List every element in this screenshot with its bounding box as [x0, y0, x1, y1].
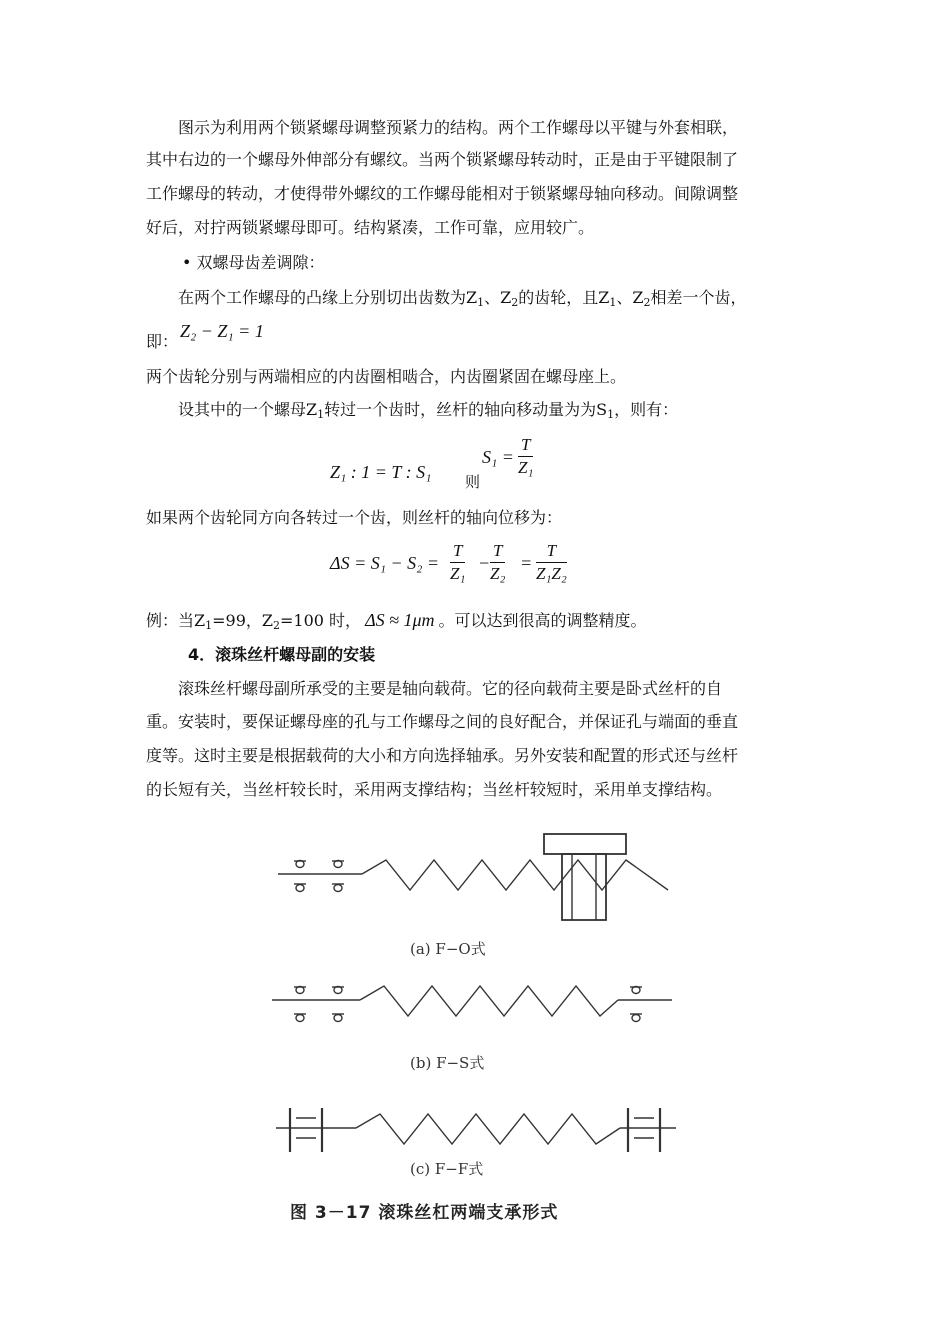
subscript: 1: [205, 619, 213, 632]
caption-a: (a) F−O式: [410, 940, 486, 958]
minus-sign: −: [478, 553, 491, 573]
text-run: 设其中的一个螺母Z: [178, 400, 318, 419]
text-run: 例：当Z: [146, 611, 206, 630]
paragraph-line: [178, 400, 678, 425]
text-run: ，则有：: [614, 400, 679, 419]
paragraph-line: 滚珠丝杆螺母副所承受的主要是轴向载荷。它的径向载荷主要是卧式丝杆的自: [178, 679, 723, 698]
numerator: T: [450, 540, 465, 563]
equation-1: Z₂ − Z₁ = 1: [180, 321, 264, 341]
subscript: 1: [477, 296, 485, 309]
fraction: [490, 540, 505, 585]
paragraph-line: 图示为利用两个锁紧螺母调整预紧力的结构。两个工作螺母以平键与外套相联，: [178, 118, 739, 137]
fraction: [450, 540, 465, 585]
equals-sign: =: [520, 553, 533, 573]
equation-2-left: Z₁ : 1 = T : S₁: [330, 462, 432, 482]
caption-b: (b) F−S式: [410, 1054, 485, 1072]
subscript: 1: [607, 408, 615, 421]
text-run: 的齿轮，且Z: [518, 288, 610, 307]
section-heading: 4．滚珠丝杆螺母副的安装: [188, 645, 376, 664]
fraction: [536, 540, 567, 585]
paragraph-line: 重。安装时，要保证螺母座的孔与工作螺母之间的良好配合，并保证孔与端面的垂直: [146, 712, 739, 731]
denominator: Z₁Z₂: [536, 564, 567, 583]
text-run: 在两个工作螺母的凸缘上分别切出齿数为Z: [178, 288, 478, 307]
diagram-f-o: [272, 828, 692, 928]
equation-2-lhs: S₁ =: [482, 447, 514, 467]
paragraph-line: [146, 610, 647, 636]
denominator: Z₁: [518, 458, 534, 477]
denominator: Z₁: [450, 564, 466, 583]
figure-title: 图 3－17 滚珠丝杠两端支承形式: [290, 1203, 559, 1223]
caption-c: (c) F−F式: [410, 1160, 484, 1178]
subscript: 2: [273, 619, 281, 632]
numerator: T: [518, 434, 533, 457]
paragraph-line: 度等。这时主要是根据载荷的大小和方向选择轴承。另外安装和配置的形式还与丝杆: [146, 746, 739, 765]
equation-label: 即：: [146, 332, 179, 351]
text-run: 。可以达到很高的调整精度。: [438, 611, 647, 630]
paragraph-line: [178, 288, 747, 313]
text-run: =100 时，: [280, 611, 362, 630]
text-run: 相差一个齿，: [650, 288, 747, 307]
subscript: 1: [317, 408, 325, 421]
fraction: [518, 434, 533, 479]
text-run: 转过一个齿时，丝杆的轴向移动量为为S: [324, 400, 608, 419]
equation-then: 则: [465, 473, 481, 491]
equation-3-lhs: ΔS = S₁ − S₂ =: [330, 553, 440, 573]
subscript: 2: [643, 296, 651, 309]
subscript: 1: [609, 296, 617, 309]
numerator: T: [490, 540, 505, 563]
numerator: T: [536, 540, 567, 563]
inline-math: ΔS ≈ 1μm: [365, 610, 435, 630]
text-run: =99，Z: [212, 611, 274, 630]
text-run: 、Z: [616, 288, 644, 307]
text-run: 、Z: [484, 288, 512, 307]
paragraph-line: 工作螺母的转动，才使得带外螺纹的工作螺母能相对于锁紧螺母轴向移动。间隙调整: [146, 184, 739, 203]
denominator: Z₂: [490, 564, 506, 583]
diagram-f-f: [272, 1100, 682, 1160]
diagram-f-s: [268, 974, 678, 1030]
subscript: 2: [511, 296, 519, 309]
paragraph-line: 两个齿轮分别与两端相应的内齿圈相啮合，内齿圈紧固在螺母座上。: [146, 367, 627, 386]
paragraph-line: 其中右边的一个螺母外伸部分有螺纹。当两个锁紧螺母转动时，正是由于平键限制了: [146, 150, 739, 169]
bullet-item: • 双螺母齿差调隙：: [182, 253, 325, 272]
paragraph-line: 好后，对拧两锁紧螺母即可。结构紧凑，工作可靠，应用较广。: [146, 218, 595, 237]
paragraph-line: 如果两个齿轮同方向各转过一个齿，则丝杆的轴向位移为：: [146, 508, 563, 527]
paragraph-line: 的长短有关，当丝杆较长时，采用两支撑结构；当丝杆较短时，采用单支撑结构。: [146, 780, 723, 799]
